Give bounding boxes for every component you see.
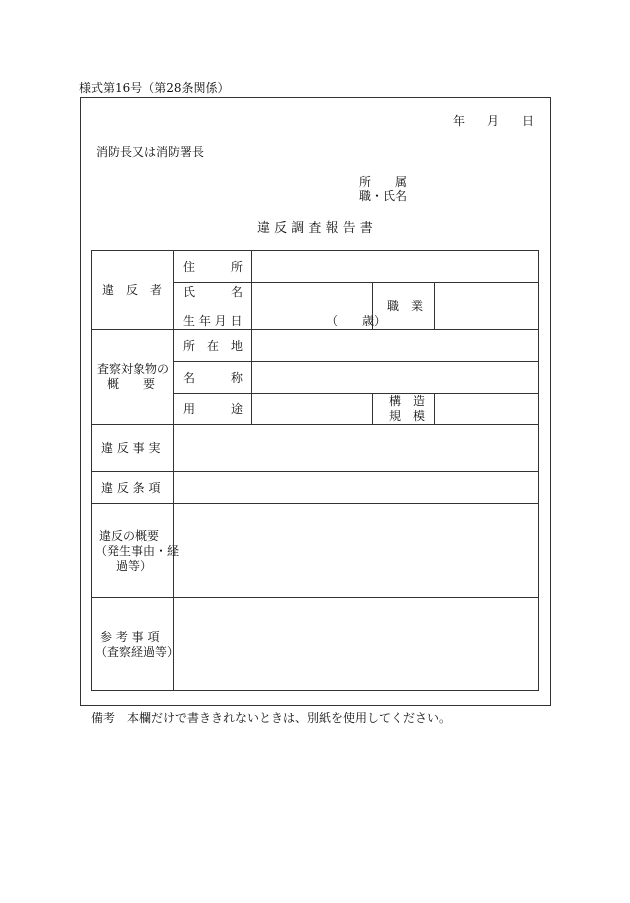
recipient: 消防長又は消防署長 (96, 145, 205, 159)
violation-article-label: 違 反 条 項 (101, 481, 161, 495)
reference-label-1: 参 考 事 項 (100, 630, 160, 644)
violation-summary-label-2: （発生事由・経 (95, 544, 180, 558)
object-summary-label-1: 査察対象物の (97, 362, 170, 376)
date-year: 年 (453, 114, 466, 128)
date-month: 月 (487, 114, 500, 128)
structure-label: 構 造 (389, 394, 426, 408)
form-frame (80, 97, 551, 706)
name-label: 氏 名 (183, 285, 244, 299)
scale-label: 規 模 (389, 409, 426, 423)
date-day: 日 (522, 114, 535, 128)
reference-label-2: （査察経過等） (95, 645, 180, 659)
violator-label: 違 反 者 (102, 283, 163, 297)
violation-summary-label-3: 過等） (116, 559, 153, 573)
address-label: 住 所 (183, 260, 244, 274)
violation-fact-label: 違 反 事 実 (101, 441, 161, 455)
document-title: 違 反 調 査 報 告 書 (257, 221, 373, 236)
object-name-label: 名 称 (183, 371, 244, 385)
object-summary-label-2: 概 要 (107, 377, 156, 391)
note-text: 備考 本欄だけで書ききれないときは、別紙を使用してください。 (91, 711, 452, 725)
birthdate-label: 生 年 月 日 (183, 314, 243, 328)
sender-title-name: 職・氏名 (359, 189, 408, 203)
occupation-label: 職 業 (387, 299, 424, 313)
form-number: 様式第16号（第28条関係） (79, 81, 230, 95)
age-label: （ 歳） (326, 314, 387, 328)
violation-summary-label-1: 違反の概要 (99, 529, 160, 543)
usage-label: 用 途 (183, 402, 244, 416)
sender-affiliation: 所 属 (359, 175, 408, 189)
location-label: 所 在 地 (183, 339, 244, 353)
